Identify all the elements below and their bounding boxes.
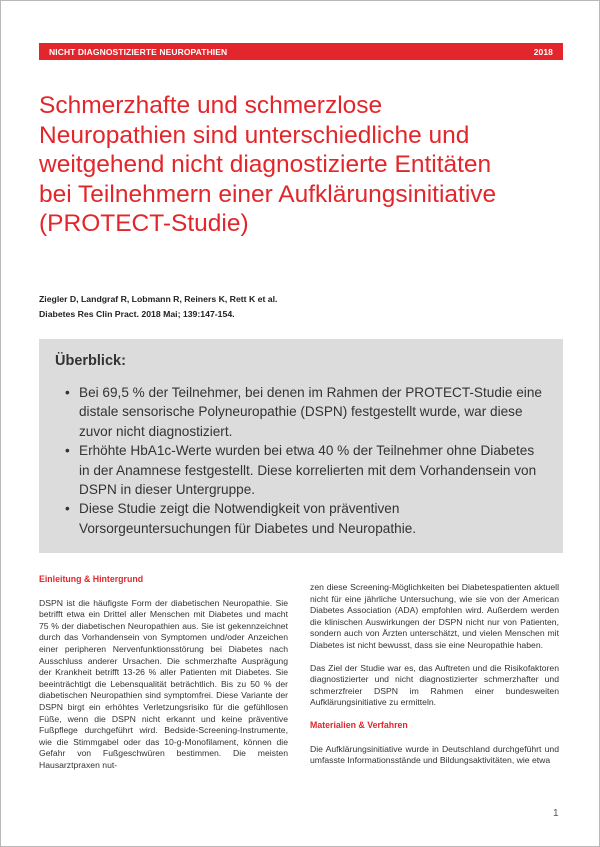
intro-paragraph-part1: DSPN ist die häufigste Form der diabetischen Neuropathie. Sie betrifft etwa ein Drittel aller Menschen mit Diabetes und macht 75 % der diabetischen Neuropathien aus. Sie ist gekennzeichnet durch das Vorhandensein von Symptomen und/oder Anzeichen einer peripheren Nervenfunktionsstörung bei Diabetes nach Ausschluss anderer Ursachen. Die schmerzhafte Ausprägung der Krankheit betrifft 13-26 % aller Patienten mit Diabetes. Sie beeinträchtigt die Lebensqualität beträchtlich. Bis zu 50 % der diabetischen Neuropathien sind symptomfrei. Diese Variante der DSPN birgt ein erhöhtes Verletzungsrisiko für die gefühllosen Füße, wenn die DSPN nicht erkannt und keine präventive Fußpflege durchgeführt wird. Bedside-Screening-Instrumente, wie die Stimmgabel oder das 10-g-Monofilament, können die Gefahr von Fußgeschwüren bestimmen. Die meisten Hausarztpraxen nut- [39, 597, 288, 770]
methods-heading: Materialien & Verfahren [310, 719, 408, 730]
article-title [39, 91, 569, 239]
intro-heading: Einleitung & Hintergrund [39, 574, 144, 584]
journal-reference: Diabetes Res Clin Pract. 2018 Mai; 139:147-154. [39, 309, 235, 319]
overview-box [39, 339, 563, 553]
title-line: (PROTECT-Studie) [39, 210, 249, 237]
overview-heading: Überblick: [55, 353, 126, 369]
title-line: Neuropathien sind unterschiedliche und [39, 121, 470, 149]
overview-item: • Bei 69,5 % der Teilnehmer, bei denen im Rahmen der PROTECT-Studie eine distale sensorische Polyneuropathie (DSPN) festgestellt wurde, war diese zuvor nicht diagnostiziert. [65, 383, 547, 441]
aim-paragraph: Das Ziel der Studie war es, das Auftreten und die Risikofaktoren diagnostizierter und nicht diagnostizierter schmerzhafter und schmerzfreier DSPN im Rahmen einer bundesweiten Aufklärungsinitiative zu ermitteln. [310, 662, 559, 708]
title-line: Schmerzhafte und schmerzlose [39, 92, 383, 119]
intro-paragraph-part2: zen diese Screening-Möglichkeiten bei Diabetespatienten aktuell nicht für eine jährliche Untersuchung, wie sie von der American Diabetes Association (ADA) empfohlen wird. Außerdem werden die klinischen Auswirkungen der DSPN nicht nur von Patienten, sondern auch von Ärzten unterschätzt, und vielen Menschen mit Diabetes ist nicht bewusst, dass sie eine Neuropathie haben. [310, 582, 559, 650]
author-list: Ziegler D, Landgraf R, Lobmann R, Reiners K, Rett K et al. [39, 294, 278, 304]
overview-list [55, 383, 547, 538]
page-number: 1 [553, 808, 559, 819]
citation [39, 292, 559, 322]
left-column [39, 574, 288, 783]
section-label: NICHT DIAGNOSTIZIERTE NEUROPATHIEN [49, 46, 228, 57]
title-line: weitgehend nicht diagnostizierte Entitäten [39, 151, 492, 178]
section-header-bar [39, 43, 563, 60]
methods-paragraph: Die Aufklärungsinitiative wurde in Deutschland durchgeführt und umfasste Informationsstände und Bildungsaktivitäten, wie etwa [310, 743, 559, 766]
right-column [310, 582, 559, 778]
overview-item: • Diese Studie zeigt die Notwendigkeit von präventiven Vorsorgeuntersuchungen für Diabetes und Neuropathie. [65, 499, 547, 538]
overview-item: • Erhöhte HbA1c-Werte wurden bei etwa 40 % der Teilnehmer ohne Diabetes in der Anamnese festgestellt. Diese korrelierten mit dem Vorhandensein von DSPN in dieser Untergruppe. [65, 441, 547, 499]
title-line: bei Teilnehmern einer Aufklärungsinitiative [39, 180, 497, 208]
year-label: 2018 [533, 46, 553, 57]
